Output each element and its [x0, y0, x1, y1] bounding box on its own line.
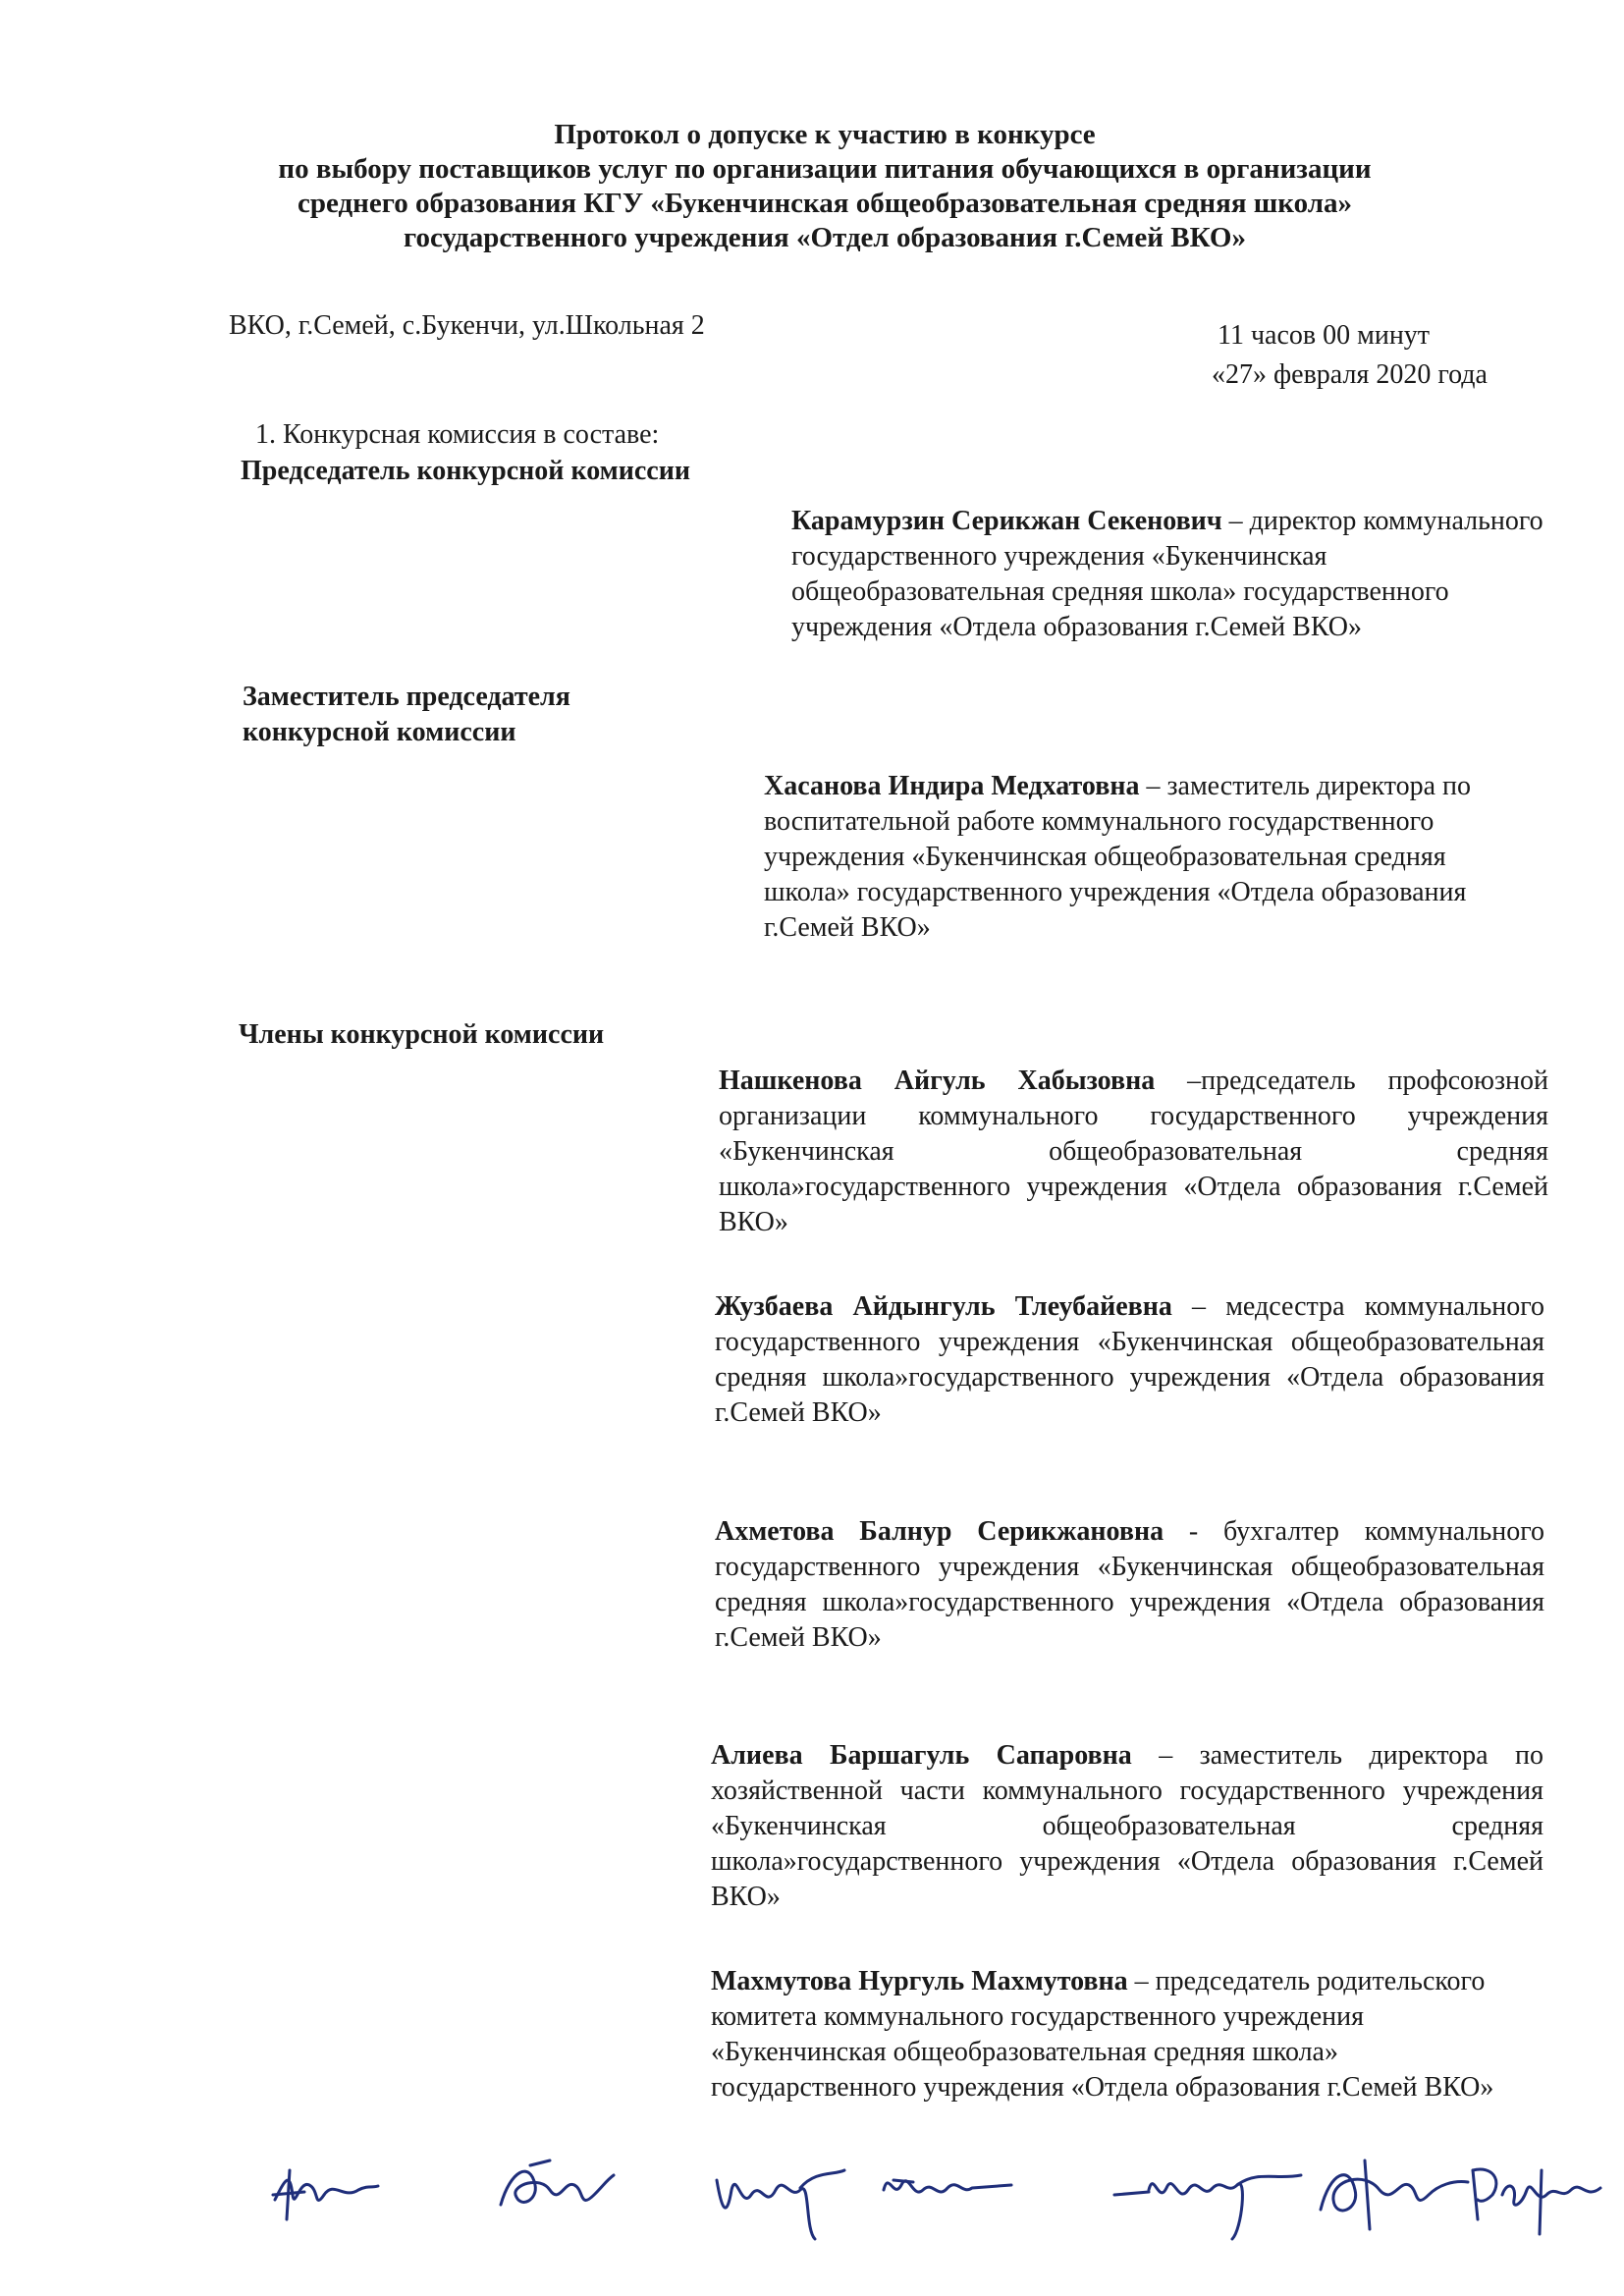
members-label: Члены конкурсной комиссии	[239, 1019, 605, 1050]
member-description: - бухгалтер коммунального государственного учреждения «Букенчинская общеобразовательная средняя школа»государственного учреждения «Отдела образования г.Семей ВКО»	[715, 1516, 1544, 1653]
member-description: – медсестра коммунального государственного учреждения «Букенчинская общеобразовательная средняя школа»государственного учреждения «Отдела образования г.Семей ВКО»	[715, 1291, 1544, 1428]
meeting-place: ВКО, г.Семей, с.Букенчи, ул.Школьная 2	[229, 310, 705, 341]
member-description: – заместитель директора по воспитательной работе коммунального государственного учреждения «Букенчинская общеобразовательная средняя школа» государственного учреждения «Отдела образования г.Семей ВКО»	[764, 771, 1472, 943]
member-description: –председатель профсоюзной организации коммунального государственного учреждения «Букенчинская общеобразовательная средняя школа»государственного учреждения «Отдела образования г.Семей ВКО»	[719, 1066, 1548, 1237]
member-name: Алиева Баршагуль Сапаровна	[711, 1740, 1132, 1771]
title-line-1: Протокол о допуске к участию в конкурсе	[554, 119, 1096, 150]
signature-1	[265, 2141, 383, 2239]
meeting-datetime	[1212, 316, 1488, 395]
member-name: Хасанова Индира Медхатовна	[764, 771, 1140, 801]
commission-intro: 1. Конкурсная комиссия в составе:	[255, 419, 660, 450]
signature-6	[1306, 2141, 1473, 2249]
chair-entry	[791, 504, 1557, 645]
member-entry	[711, 1738, 1543, 1915]
member-entry	[715, 1289, 1544, 1431]
member-name: Махмутова Нургуль Махмутовна	[711, 1966, 1128, 1996]
member-description: – директор коммунального государственного учреждения «Букенчинская общеобразовательная средняя школа» государственного учреждения «Отдела образования г.Семей ВКО»	[791, 506, 1543, 642]
title-line-3: среднего образования КГУ «Букенчинская общеобразовательная средняя школа»	[298, 188, 1352, 219]
member-entry	[715, 1514, 1544, 1656]
title-line-2: по выбору поставщиков услуг по организации питания обучающихся в организации	[278, 153, 1372, 185]
title-line-4: государственного учреждения «Отдел образования г.Семей ВКО»	[404, 222, 1246, 253]
member-name: Нашкенова Айгуль Хабызовна	[719, 1066, 1156, 1096]
signature-3	[707, 2141, 854, 2249]
signatures-row	[245, 2141, 1620, 2259]
member-description: – председатель родительского комитета коммунального государственного учреждения «Букенчинская общеобразовательная средняя школа» государственного учреждения «Отдела образования г.Семей ВКО»	[711, 1966, 1494, 2103]
document-title	[196, 118, 1453, 255]
meeting-time: 11 часов 00 минут	[1218, 320, 1431, 351]
deputy-label-line-2: конкурсной комиссии	[243, 717, 516, 747]
chair-label: Председатель конкурсной комиссии	[241, 456, 690, 486]
signature-4	[874, 2141, 1021, 2239]
signature-7	[1463, 2141, 1610, 2249]
deputy-entry	[764, 769, 1530, 946]
member-name: Карамурзин Серикжан Секенович	[791, 506, 1222, 536]
signature-2	[491, 2141, 619, 2239]
member-description: – заместитель директора по хозяйственной части коммунального государственного учреждения «Букенчинская общеобразовательная средняя школа»государственного учреждения «Отдела образования г.Семей ВКО»	[711, 1740, 1544, 1912]
deputy-label-line-1: Заместитель председателя	[243, 682, 570, 712]
member-name: Жузбаева Айдынгуль Тлеубайевна	[715, 1291, 1172, 1322]
member-entry	[719, 1064, 1548, 1240]
member-name: Ахметова Балнур Серикжановна	[715, 1516, 1164, 1547]
meeting-date: «27» февраля 2020 года	[1212, 359, 1488, 390]
signature-5	[1110, 2141, 1306, 2249]
member-entry	[711, 1964, 1543, 2105]
deputy-label	[243, 680, 570, 750]
